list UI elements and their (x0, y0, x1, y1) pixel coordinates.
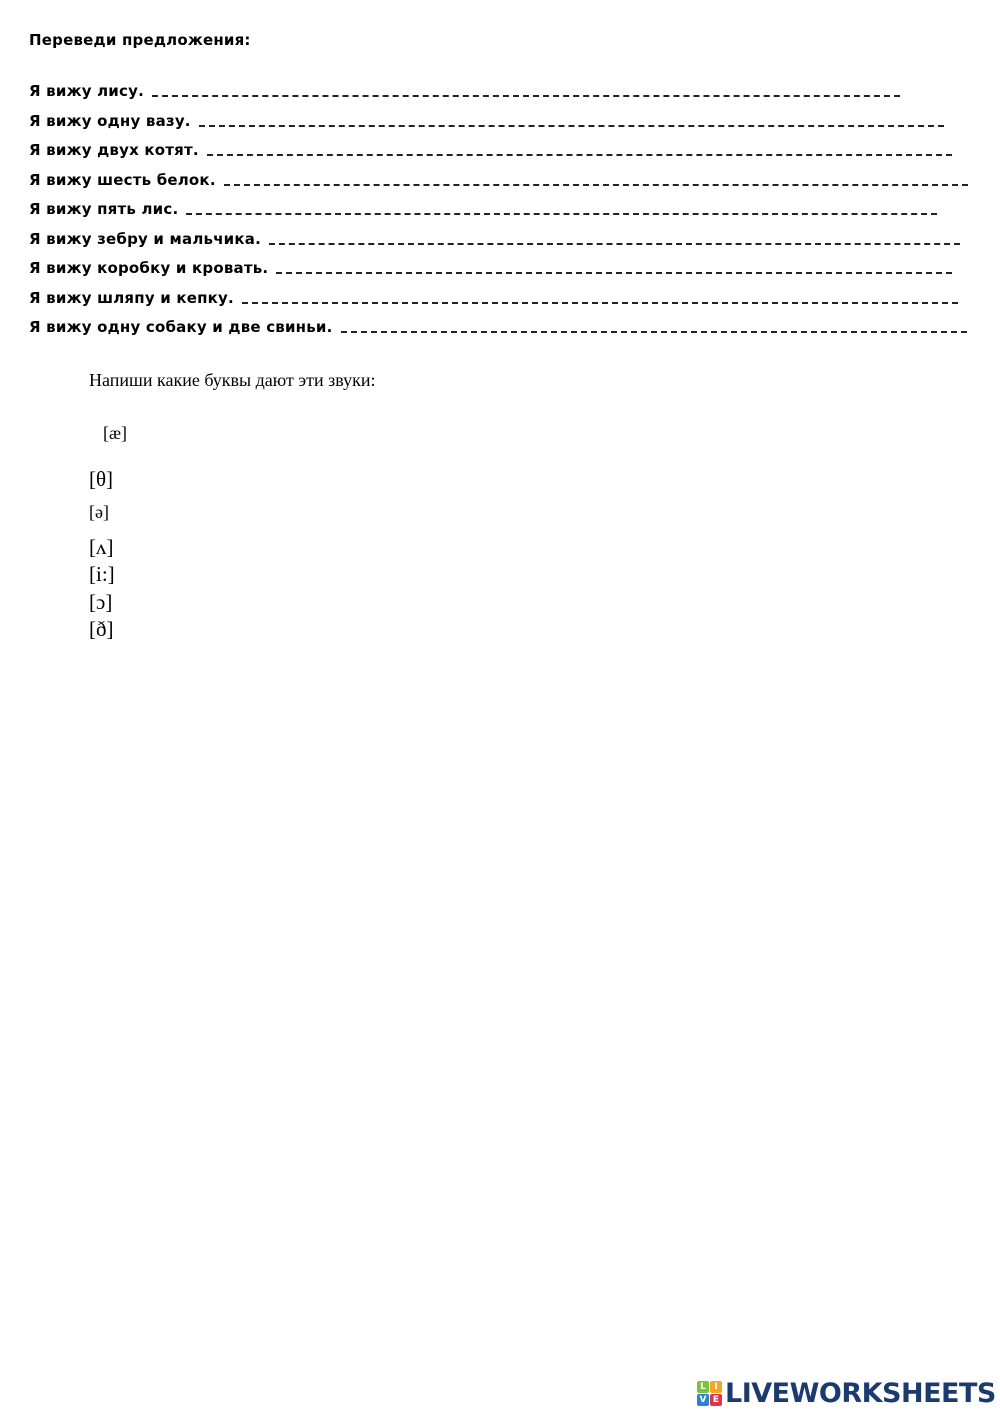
sentence-row (29, 285, 958, 307)
sentence-text: Я вижу одну вазу. (29, 112, 191, 130)
sentence-text: Я вижу коробку и кровать. (29, 259, 269, 277)
sound-item: [æ] (103, 423, 127, 443)
sentence-text: Я вижу зебру и мальчика. (29, 230, 261, 248)
sentence-row (29, 314, 967, 336)
sound-item: [ə] (89, 502, 109, 522)
sound-item: [ʌ] (89, 535, 114, 559)
sentence-row (29, 137, 952, 159)
live-tiles-icon (697, 1381, 722, 1406)
sound-item: [i:] (89, 562, 115, 586)
sentence-text: Я вижу пять лис. (29, 200, 179, 218)
tile-v: V (697, 1394, 709, 1406)
sentence-text: Я вижу двух котят. (29, 141, 199, 159)
sound-item: [ð] (89, 617, 114, 641)
sentence-row (29, 167, 968, 189)
liveworksheets-logo (697, 1378, 996, 1409)
sentence-row (29, 255, 952, 277)
sound-item: [θ] (89, 467, 114, 491)
answer-blank[interactable] (276, 272, 952, 274)
task1-heading: Переведи предложения: (29, 31, 251, 49)
logo-text: LIVEWORKSHEETS (725, 1378, 996, 1409)
answer-blank[interactable] (242, 302, 958, 304)
sentence-row (29, 108, 944, 130)
tile-i: I (710, 1381, 722, 1393)
answer-blank[interactable] (199, 125, 944, 127)
answer-blank[interactable] (269, 243, 960, 245)
sound-item: [ɔ] (89, 590, 113, 614)
answer-blank[interactable] (224, 184, 968, 186)
sentence-text: Я вижу одну собаку и две свиньи. (29, 318, 333, 336)
sentence-row (29, 78, 900, 100)
sentence-text: Я вижу шесть белок. (29, 171, 216, 189)
answer-blank[interactable] (186, 213, 937, 215)
sentence-text: Я вижу шляпу и кепку. (29, 289, 234, 307)
sentence-row (29, 226, 960, 248)
answer-blank[interactable] (152, 95, 900, 97)
answer-blank[interactable] (341, 331, 967, 333)
tile-e: E (710, 1394, 722, 1406)
sentence-text: Я вижу лису. (29, 82, 144, 100)
sentence-row (29, 196, 937, 218)
task2-heading: Напиши какие буквы дают эти звуки: (89, 370, 376, 390)
answer-blank[interactable] (207, 154, 952, 156)
tile-l: L (697, 1381, 709, 1393)
